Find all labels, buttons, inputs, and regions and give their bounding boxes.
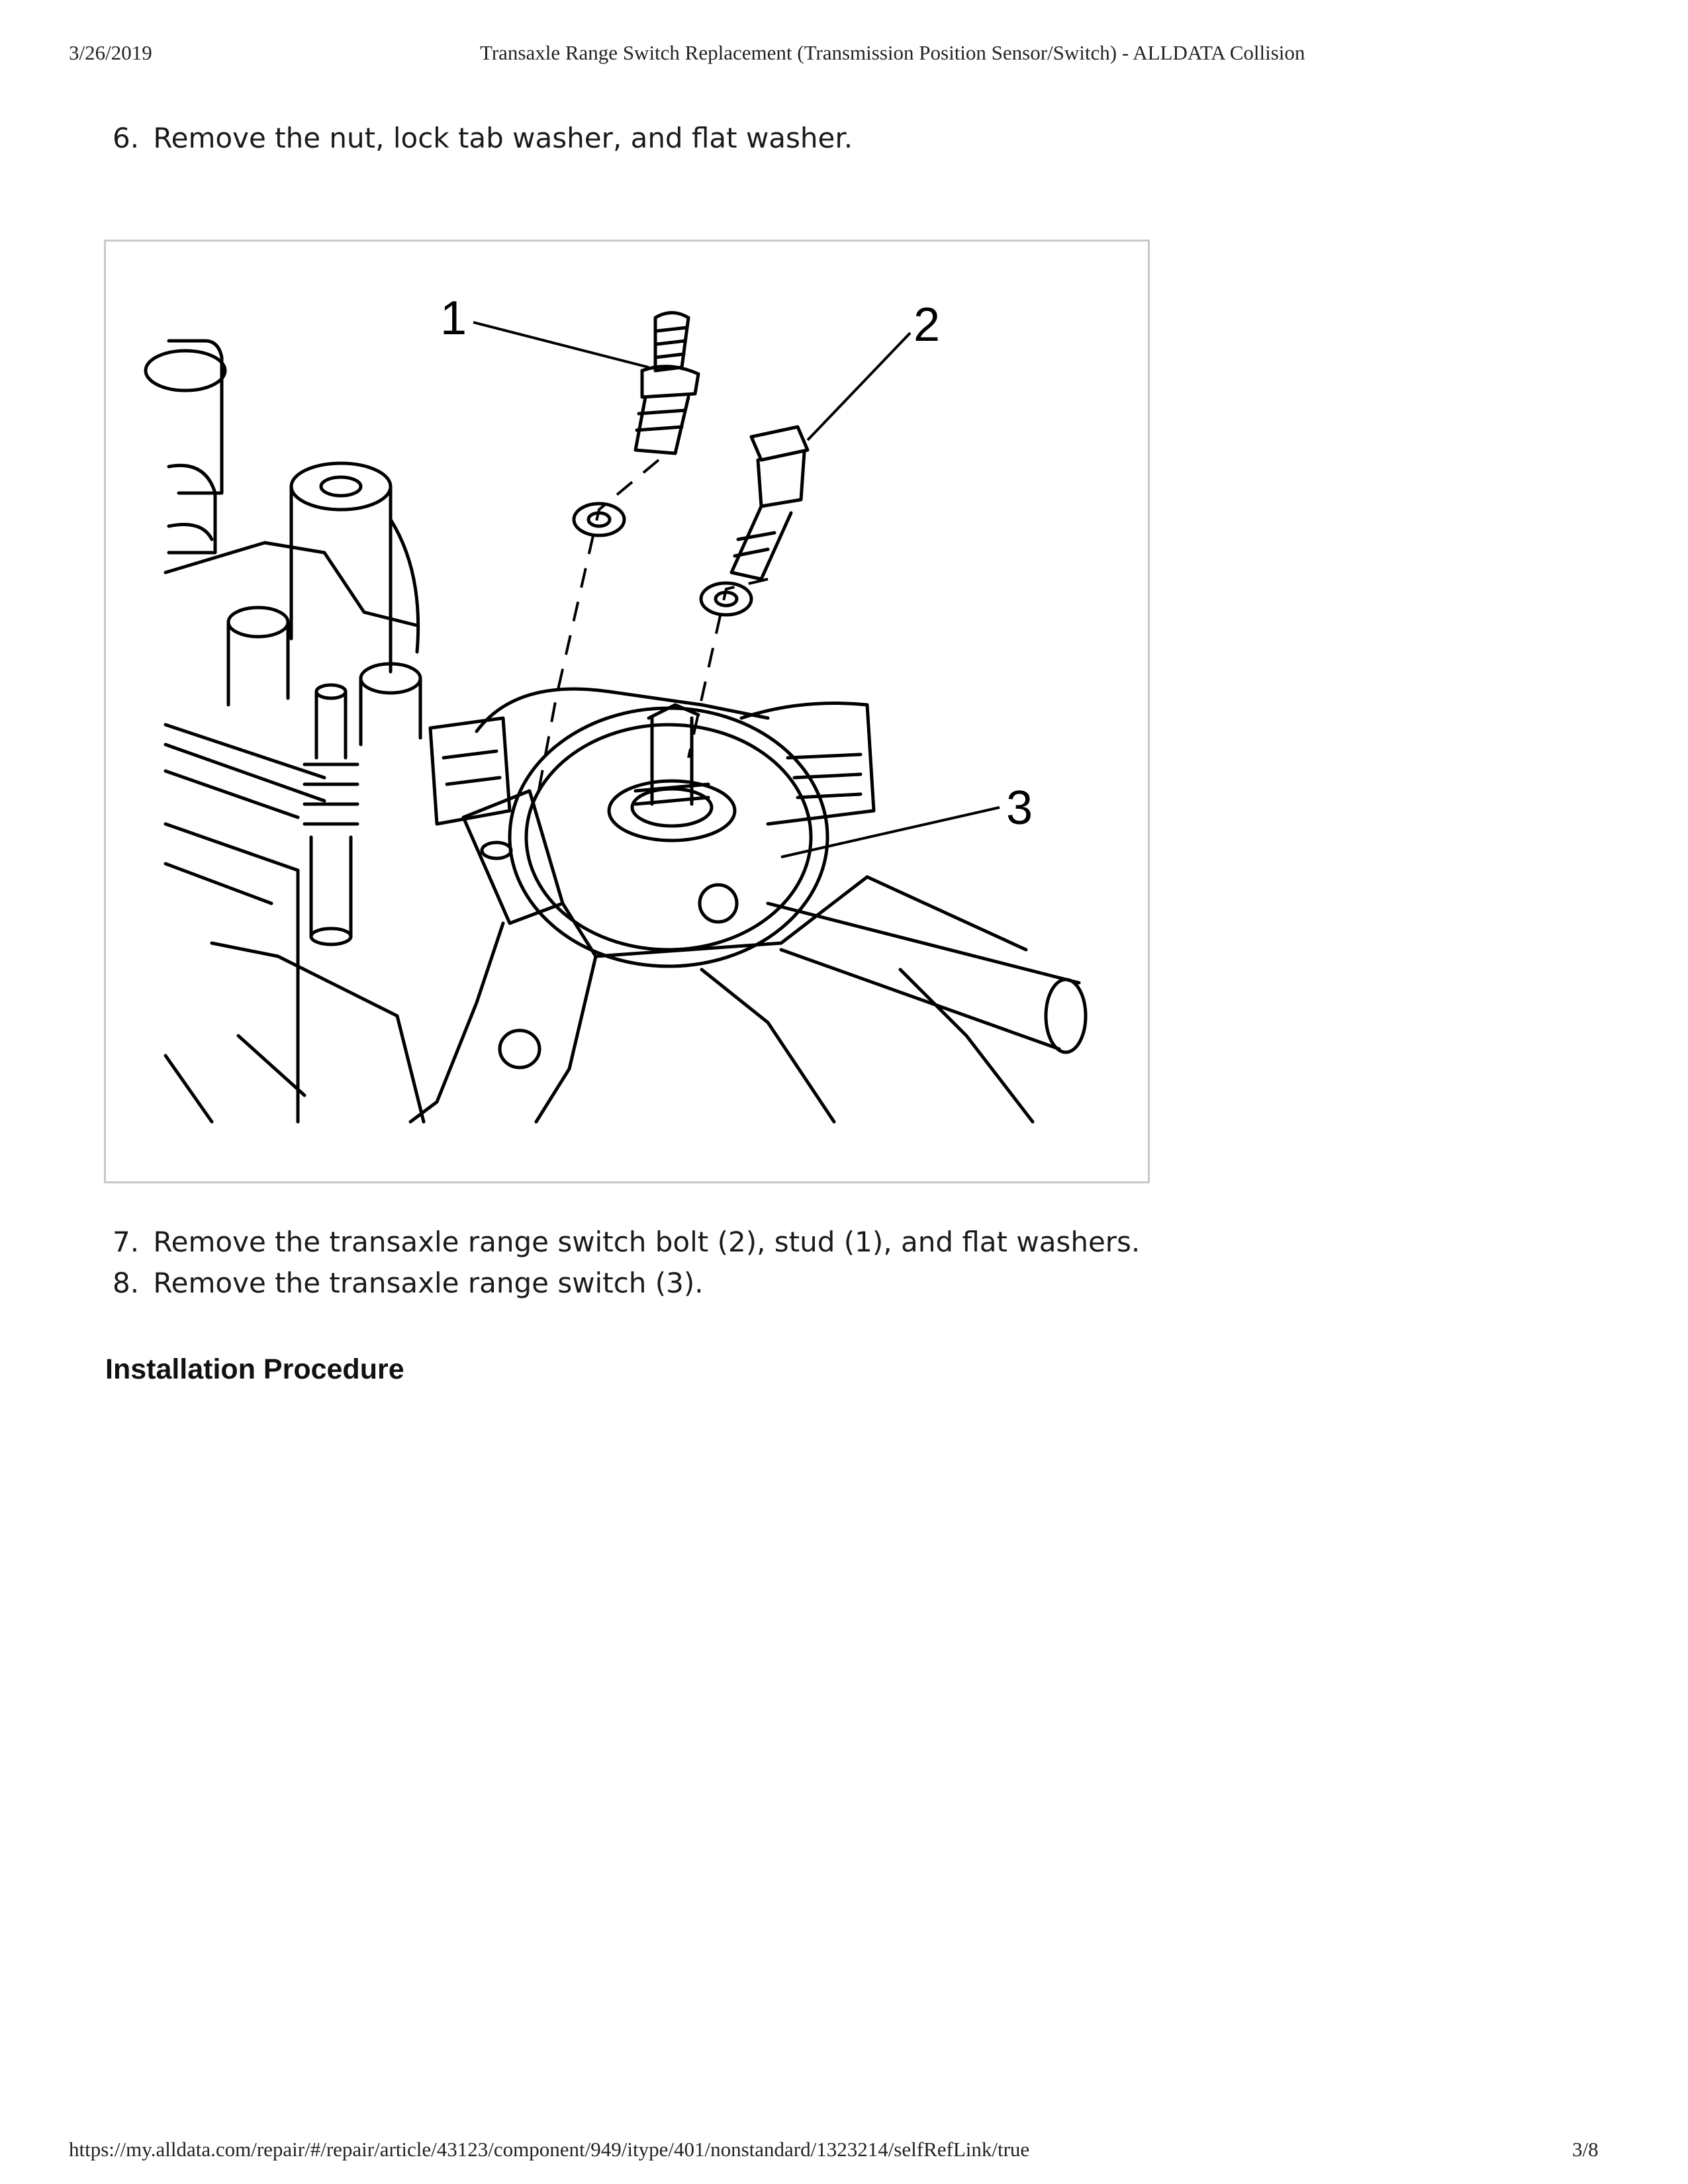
step-6 [113, 122, 853, 154]
step-8 [113, 1267, 704, 1299]
step-text: Remove the nut, lock tab washer, and flat washer. [153, 122, 853, 154]
step-7 [113, 1226, 1140, 1258]
transaxle-range-switch-illustration [104, 240, 1150, 1183]
step-text: Remove the transaxle range switch bolt (2), stud (1), and flat washers. [153, 1226, 1141, 1258]
section-heading-installation: Installation Procedure [105, 1353, 404, 1385]
callout-2: 2 [914, 298, 941, 351]
callout-1: 1 [440, 292, 467, 345]
page-number: 3/8 [1572, 2138, 1599, 2161]
step-text: Remove the transaxle range switch (3). [153, 1267, 704, 1299]
step-number: 8. [113, 1267, 140, 1299]
print-page-title: Transaxle Range Switch Replacement (Transmission Position Sensor/Switch) - ALLDATA Collision [480, 41, 1305, 64]
print-date: 3/26/2019 [69, 41, 152, 64]
footer-url: https://my.alldata.com/repair/#/repair/article/43123/component/949/itype/401/nonstandard/1323214/selfRefLink/true [69, 2138, 1030, 2161]
step-number: 7. [113, 1226, 140, 1258]
step-number: 6. [113, 122, 140, 154]
callout-3: 3 [1006, 782, 1033, 835]
line-drawing [106, 242, 1148, 1181]
